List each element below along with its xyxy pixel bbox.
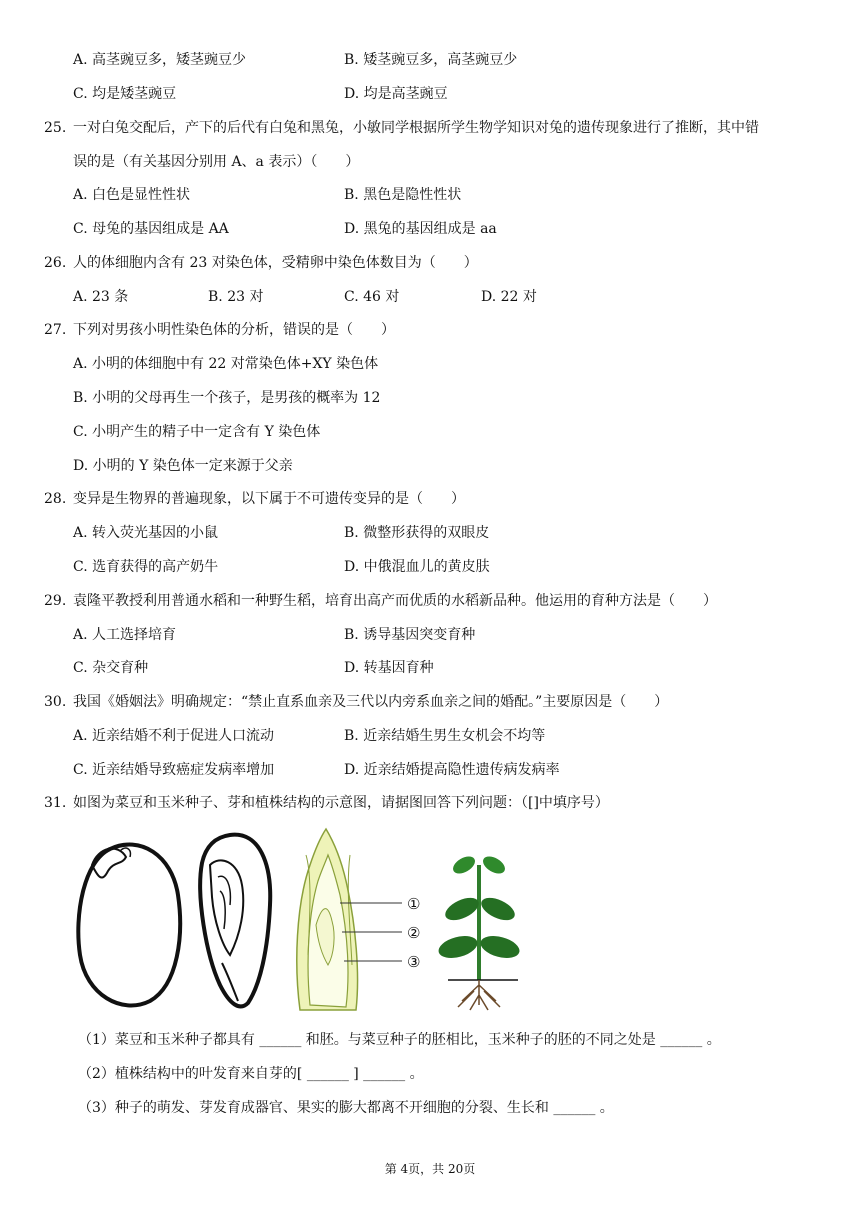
sub-question-1: （1）菜豆和玉米种子都具有 ______ 和胚。与菜豆种子的胚相比，玉米种子的胚的不同之处是 ______ 。 [78,1032,721,1048]
label-2: ② [407,924,421,942]
question-number: 27. [44,322,67,338]
question-text: 如图为菜豆和玉米种子、芽和植株结构的示意图，请据图回答下列问题：（[]中填序号） [73,795,609,811]
question-number: 30. [44,694,67,710]
question-text: 袁隆平教授利用普通水稻和一种野生稻，培育出高产而优质的水稻新品种。他运用的育种方法是（ ） [73,593,717,609]
option-b: B. 23 对 [208,289,264,305]
option-c: C. 46 对 [344,289,400,305]
question-text: 我国《婚姻法》明确规定：“禁止直系血亲及三代以内旁系血亲之间的婚配。”主要原因是（ ） [73,694,669,710]
question-number: 25. [44,120,67,136]
option-d: D. 均是高茎豌豆 [344,86,448,102]
bean-seed-drawing [78,845,180,1006]
question-text: 变异是生物界的普遍现象，以下属于不可遗传变异的是（ ） [73,491,465,507]
option-a: A. 转入荧光基因的小鼠 [73,525,219,541]
option-b: B. 诱导基因突变育种 [344,627,476,643]
option-a: A. 近亲结婚不利于促进人口流动 [73,728,275,744]
option-c: C. 选育获得的高产奶牛 [73,559,219,575]
question-text: 下列对男孩小明性染色体的分析，错误的是（ ） [73,322,395,338]
question-number: 31. [44,795,67,811]
option-a: A. 小明的体细胞中有 22 对常染色体+XY 染色体 [73,356,379,372]
option-c: C. 近亲结婚导致癌症发病率增加 [73,762,275,778]
option-c: C. 小明产生的精子中一定含有 Y 染色体 [73,424,321,440]
sub-question-2: （2）植株结构中的叶发育来自芽的[ ______ ] ______ 。 [78,1066,424,1082]
option-c: C. 母兔的基因组成是 AA [73,221,229,237]
option-b: B. 黑色是隐性性状 [344,187,462,203]
option-a: A. 23 条 [73,289,129,305]
question-text: 人的体细胞内含有 23 对染色体，受精卵中染色体数目为（ ） [73,255,478,271]
option-d: D. 转基因育种 [344,660,434,676]
option-d: D. 黑兔的基因组成是 aa [344,221,497,237]
question-text: 一对白兔交配后，产下的后代有白兔和黑兔，小敏同学根据所学生物学知识对兔的遗传现象进行了推断，其中错 [73,120,759,136]
label-1: ① [407,895,421,913]
corn-seed-drawing [200,835,270,1007]
option-b: B. 小明的父母再生一个孩子，是男孩的概率为 12 [73,390,381,406]
option-c: C. 杂交育种 [73,660,149,676]
question-text-continued: 误的是（有关基因分别用 A、a 表示）（ ） [73,154,360,170]
sub-question-3: （3）种子的萌发、芽发育成器官、果实的膨大都离不开细胞的分裂、生长和 ______ 。 [78,1100,614,1116]
page-footer: 第 4页，共 20页 [384,1162,476,1176]
option-d: D. 22 对 [481,289,537,305]
option-a: A. 白色是显性性状 [73,187,191,203]
bud-section-drawing [297,829,402,1010]
plant-drawing [436,853,522,1010]
label-3: ③ [407,953,421,971]
option-a: A. 人工选择培育 [73,627,177,643]
question-number: 29. [44,593,67,609]
option-b: B. 矮茎豌豆多，高茎豌豆少 [344,52,518,68]
option-b: B. 近亲结婚生男生女机会不均等 [344,728,546,744]
option-d: D. 小明的 Y 染色体一定来源于父亲 [73,458,293,474]
question-number: 26. [44,255,67,271]
option-c: C. 均是矮茎豌豆 [73,86,177,102]
question-number: 28. [44,491,67,507]
option-b: B. 微整形获得的双眼皮 [344,525,490,541]
seed-bud-plant-figure [70,825,530,1015]
option-a: A. 高茎豌豆多，矮茎豌豆少 [73,52,247,68]
option-d: D. 中俄混血儿的黄皮肤 [344,559,490,575]
option-d: D. 近亲结婚提高隐性遗传病发病率 [344,762,560,778]
